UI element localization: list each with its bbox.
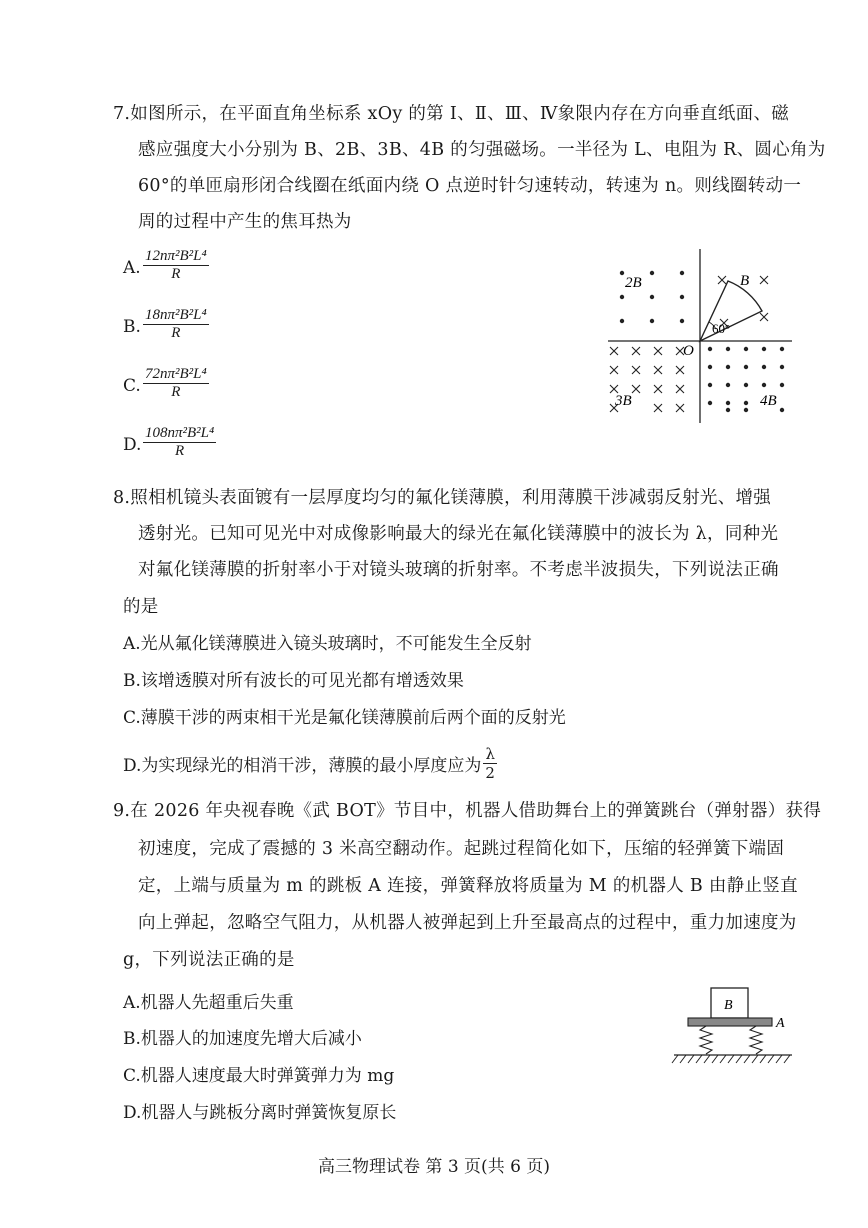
q7-option-c-num: 72nπ²B²L⁴ bbox=[145, 366, 207, 382]
q8-line-2: 透射光。已知可见光中对成像影响最大的绿光在氟化镁薄膜中的波长为 λ，同种光 bbox=[138, 524, 779, 544]
q8-option-a: A.光从氟化镁薄膜进入镜头玻璃时，不可能发生全反射 bbox=[123, 634, 532, 654]
q9-line-3: 定，上端与质量为 m 的跳板 A 连接，弹簧释放将质量为 M 的机器人 B 由静止竖直 bbox=[138, 876, 798, 896]
q8-line-3: 对氟化镁薄膜的折射率小于对镜头玻璃的折射率。不考虑半波损失，下列说法正确 bbox=[138, 560, 779, 580]
platform-a bbox=[688, 1018, 772, 1026]
q9-line-2: 初速度，完成了震撼的 3 米高空翻动作。起跳过程简化如下，压缩的轻弹簧下端固 bbox=[138, 839, 785, 859]
q7-option-b-fraction bbox=[143, 307, 209, 342]
sector-coil bbox=[700, 281, 762, 341]
q7-line-2: 感应强度大小分别为 B、2B、3B、4B 的匀强磁场。一半径为 L、电阻为 R、圆心角为 bbox=[138, 140, 826, 160]
q7-option-c-den: R bbox=[171, 384, 181, 400]
q7-option-a-label: A. bbox=[123, 258, 141, 278]
q7-option-d-den: R bbox=[175, 443, 185, 459]
q7-line-4: 周的过程中产生的焦耳热为 bbox=[138, 212, 352, 232]
q7-option-d-fraction bbox=[143, 425, 216, 460]
q8-option-d-num: λ bbox=[485, 745, 495, 763]
q9-option-a: A.机器人先超重后失重 bbox=[123, 993, 294, 1013]
label-origin: O bbox=[683, 343, 694, 359]
q8-option-d-den: 2 bbox=[485, 764, 495, 782]
q7-option-c-label: C. bbox=[123, 376, 141, 396]
q8-option-d: D.为实现绿光的相消干涉，薄膜的最小厚度应为 bbox=[123, 756, 482, 776]
q8-option-b: B.该增透膜对所有波长的可见光都有增透效果 bbox=[123, 671, 464, 691]
q9-line-4: 向上弹起，忽略空气阻力，从机器人被弹起到上升至最高点的过程中，重力加速度为 bbox=[138, 913, 797, 933]
q9-line-1: 9.在 2026 年央视春晚《武 BOT》节目中，机器人借助舞台上的弹簧跳台（弹射器）获得 bbox=[113, 801, 822, 821]
q8-option-d-row bbox=[123, 745, 497, 782]
q7-magnetic-field-figure bbox=[600, 245, 800, 425]
platform-a-label: A bbox=[776, 1016, 785, 1031]
label-3b: 3B bbox=[615, 393, 632, 409]
q7-option-d-label: D. bbox=[123, 435, 142, 455]
q8-option-d-fraction bbox=[483, 745, 497, 782]
q7-option-a-den: R bbox=[171, 266, 181, 282]
block-b-label: B bbox=[724, 998, 733, 1013]
q7-line-1: 7.如图所示，在平面直角坐标系 xOy 的第 Ⅰ、Ⅱ、Ⅲ、Ⅳ象限内存在方向垂直纸面、磁 bbox=[113, 104, 790, 124]
q9-option-b: B.机器人的加速度先增大后减小 bbox=[123, 1029, 362, 1049]
q9-line-5: g，下列说法正确的是 bbox=[123, 950, 295, 970]
q9-spring-figure bbox=[668, 980, 798, 1075]
q7-option-d-num: 108nπ²B²L⁴ bbox=[145, 425, 215, 441]
q7-option-b-num: 18nπ²B²L⁴ bbox=[145, 307, 207, 323]
q9-option-c: C.机器人速度最大时弹簧弹力为 mg bbox=[123, 1066, 395, 1086]
q8-line-4: 的是 bbox=[123, 597, 159, 617]
label-2b: 2B bbox=[625, 275, 642, 291]
q7-option-b-den: R bbox=[171, 325, 181, 341]
label-4b: 4B bbox=[760, 393, 777, 409]
label-b: B bbox=[740, 273, 750, 289]
spring-right bbox=[750, 1026, 762, 1054]
label-angle: 60° bbox=[712, 321, 731, 336]
q7-option-c-fraction bbox=[143, 366, 209, 401]
q7-line-3: 60°的单匝扇形闭合线圈在纸面内绕 O 点逆时针匀速转动，转速为 n。则线圈转动一 bbox=[138, 176, 802, 196]
q7-option-a-num: 12nπ²B²L⁴ bbox=[145, 248, 207, 264]
q7-option-b-label: B. bbox=[123, 317, 141, 337]
q7-option-a-fraction bbox=[143, 248, 209, 283]
page-footer: 高三物理试卷 第 3 页(共 6 页) bbox=[318, 1157, 550, 1177]
q8-option-c: C.薄膜干涉的两束相干光是氟化镁薄膜前后两个面的反射光 bbox=[123, 708, 566, 728]
spring-left bbox=[700, 1026, 712, 1054]
q9-option-d: D.机器人与跳板分离时弹簧恢复原长 bbox=[123, 1103, 397, 1123]
ground-hatch bbox=[672, 1055, 790, 1063]
q8-line-1: 8.照相机镜头表面镀有一层厚度均匀的氟化镁薄膜，利用薄膜干涉减弱反射光、增强 bbox=[113, 488, 772, 508]
